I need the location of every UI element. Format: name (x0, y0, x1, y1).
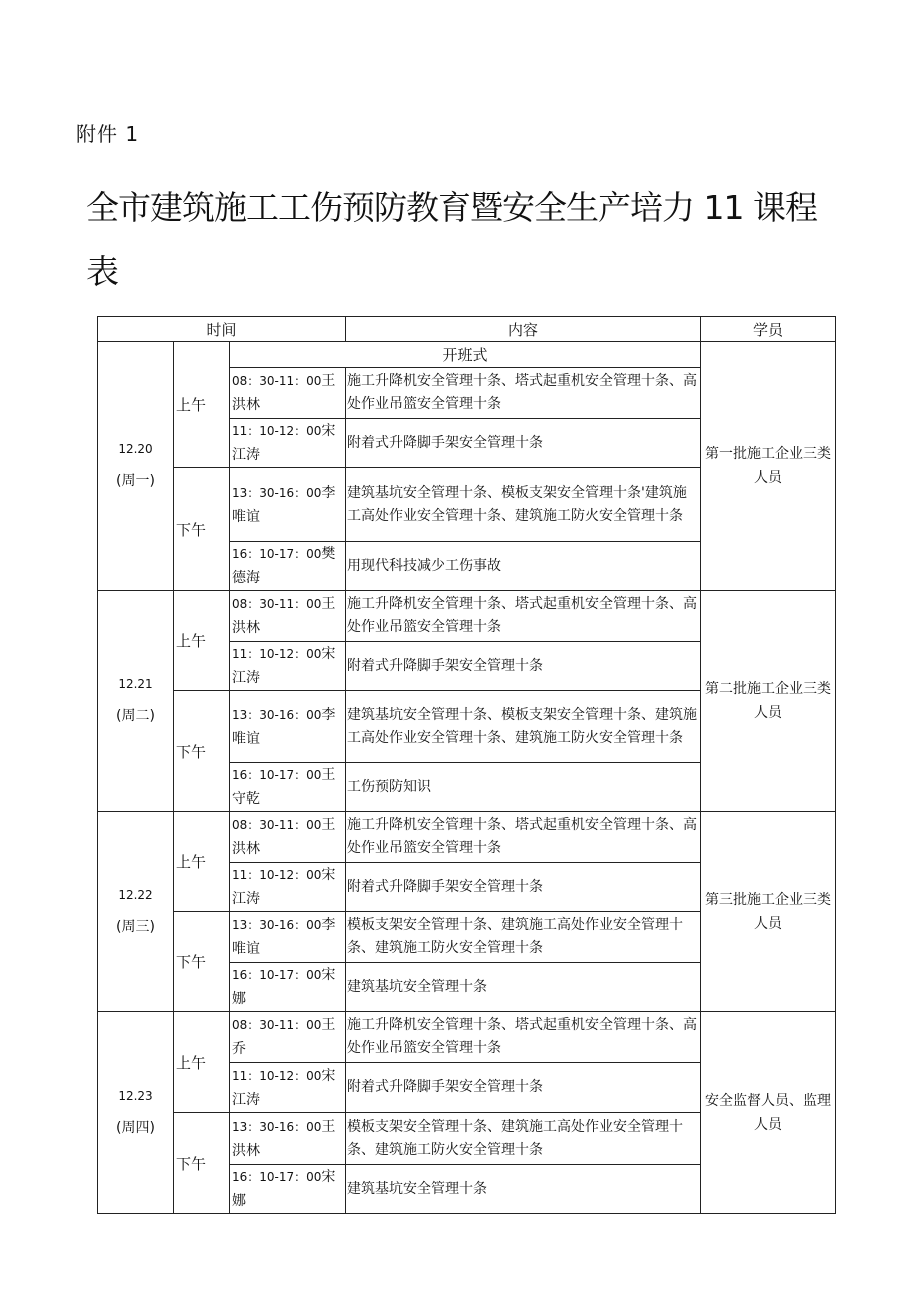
opening-row (98, 342, 836, 368)
session-time-cell (230, 963, 346, 1012)
schedule-table (97, 316, 836, 1214)
weekday-text: (周二) (116, 708, 155, 724)
session-content: 工伤预防知识 (346, 763, 701, 812)
session-instructor: 李唯谊 (232, 484, 336, 525)
date-text: 12.22 (118, 887, 153, 902)
weekday-text: (周一) (116, 473, 155, 489)
pm-label: 下午 (174, 691, 230, 812)
date-text: 12.23 (118, 1088, 153, 1103)
session-time: 13：30-16：00 (232, 485, 322, 500)
session-time: 13：30-16：00 (232, 1119, 322, 1134)
session-content: 建筑基坑安全管理十条、模板支架安全管理十条、建筑施工高处作业安全管理十条、建筑施工防火安全管理十条 (346, 691, 701, 763)
session-content: 用现代科技减少工伤事故 (346, 542, 701, 591)
pm-label: 下午 (174, 912, 230, 1012)
session-time: 08：30-11：00 (232, 1018, 322, 1032)
session-instructor: 宋江涛 (232, 1067, 336, 1108)
session-time: 13：30-16：00 (232, 707, 322, 722)
date-text: 12.20 (118, 442, 153, 456)
session-instructor: 李唯谊 (232, 917, 336, 957)
header-students: 学员 (701, 317, 836, 342)
session-time: 08：30-11：00 (232, 374, 322, 388)
students-cell: 第二批施工企业三类人员 (701, 591, 836, 812)
session-content: 建筑基坑安全管理十条 (346, 963, 701, 1012)
session-time-cell (230, 763, 346, 812)
session-time: 08：30-11：00 (232, 818, 322, 832)
session-time-cell (230, 468, 346, 542)
session-time-cell (230, 1165, 346, 1214)
pm-label: 下午 (174, 468, 230, 591)
session-instructor: 宋娜 (232, 1169, 336, 1209)
session-content: 附着式升降脚手架安全管理十条 (346, 419, 701, 468)
session-time: 11：10-12：00 (232, 868, 322, 882)
session-time: 11：10-12：00 (232, 424, 322, 438)
session-instructor: 王洪林 (232, 1118, 336, 1159)
session-time-cell (230, 1012, 346, 1063)
session-time-cell (230, 419, 346, 468)
session-instructor: 宋江涛 (232, 867, 336, 907)
session-row (98, 1012, 836, 1063)
session-instructor: 樊德海 (232, 546, 336, 586)
session-content: 施工升降机安全管理十条、塔式起重机安全管理十条、高处作业吊篮安全管理十条 (346, 368, 701, 419)
table-header-row (98, 317, 836, 342)
session-time-cell (230, 1113, 346, 1165)
session-time: 16：10-17：00 (232, 1170, 322, 1184)
session-content: 附着式升降脚手架安全管理十条 (346, 1063, 701, 1113)
session-instructor: 王乔 (232, 1017, 336, 1057)
pm-label: 下午 (174, 1113, 230, 1214)
session-time-cell (230, 368, 346, 419)
weekday-text: (周四) (116, 1119, 155, 1136)
session-instructor: 王守乾 (232, 767, 336, 807)
session-row (98, 591, 836, 642)
session-content: 施工升降机安全管理十条、塔式起重机安全管理十条、高处作业吊篮安全管理十条 (346, 591, 701, 642)
session-instructor: 李唯谊 (232, 706, 336, 747)
date-cell (98, 591, 174, 812)
date-text: 12.21 (118, 677, 153, 691)
session-time: 16：10-17：00 (232, 768, 322, 782)
session-instructor: 王洪林 (232, 596, 336, 636)
session-content: 模板支架安全管理十条、建筑施工高处作业安全管理十条、建筑施工防火安全管理十条 (346, 1113, 701, 1165)
session-instructor: 宋娜 (232, 967, 336, 1007)
am-label: 上午 (174, 591, 230, 691)
session-instructor: 宋江涛 (232, 423, 336, 463)
am-label: 上午 (174, 1012, 230, 1113)
session-time-cell (230, 863, 346, 912)
students-cell: 第一批施工企业三类人员 (701, 342, 836, 591)
attachment-label: 附件 1 (76, 122, 140, 146)
session-time: 11：10-12：00 (232, 1068, 322, 1083)
session-content: 附着式升降脚手架安全管理十条 (346, 642, 701, 691)
session-time-cell (230, 1063, 346, 1113)
session-time: 13：30-16：00 (232, 918, 322, 932)
session-content: 附着式升降脚手架安全管理十条 (346, 863, 701, 912)
session-time-cell (230, 642, 346, 691)
session-time-cell (230, 691, 346, 763)
opening-ceremony: 开班式 (230, 342, 701, 368)
session-time-cell (230, 591, 346, 642)
session-time: 16：10-17：00 (232, 547, 322, 561)
session-time: 08：30-11：00 (232, 597, 322, 611)
header-time: 时间 (98, 317, 346, 342)
session-instructor: 宋江涛 (232, 646, 336, 686)
session-time-cell (230, 912, 346, 963)
session-time-cell (230, 812, 346, 863)
document-title: 全市建筑施工工伤预防教育暨安全生产培力 11 课程表 (86, 188, 817, 291)
session-content: 施工升降机安全管理十条、塔式起重机安全管理十条、高处作业吊篮安全管理十条 (346, 1012, 701, 1063)
am-label: 上午 (174, 812, 230, 912)
students-cell: 第三批施工企业三类人员 (701, 812, 836, 1012)
session-row (98, 812, 836, 863)
session-content: 施工升降机安全管理十条、塔式起重机安全管理十条、高处作业吊篮安全管理十条 (346, 812, 701, 863)
date-cell (98, 1012, 174, 1214)
weekday-text: (周三) (116, 918, 155, 935)
session-content: 建筑基坑安全管理十条 (346, 1165, 701, 1214)
session-time: 16：10-17：00 (232, 968, 322, 982)
date-cell (98, 342, 174, 591)
session-instructor: 王洪林 (232, 373, 336, 413)
session-instructor: 王洪林 (232, 817, 336, 857)
session-time: 11：10-12：00 (232, 647, 322, 661)
date-cell (98, 812, 174, 1012)
session-content: 模板支架安全管理十条、建筑施工高处作业安全管理十条、建筑施工防火安全管理十条 (346, 912, 701, 963)
header-content: 内容 (346, 317, 701, 342)
am-label: 上午 (174, 342, 230, 468)
session-content: 建筑基坑安全管理十条、模板支架安全管理十条'建筑施工高处作业安全管理十条、建筑施工防火安全管理十条 (346, 468, 701, 542)
students-cell: 安全监督人员、监理人员 (701, 1012, 836, 1214)
session-time-cell (230, 542, 346, 591)
